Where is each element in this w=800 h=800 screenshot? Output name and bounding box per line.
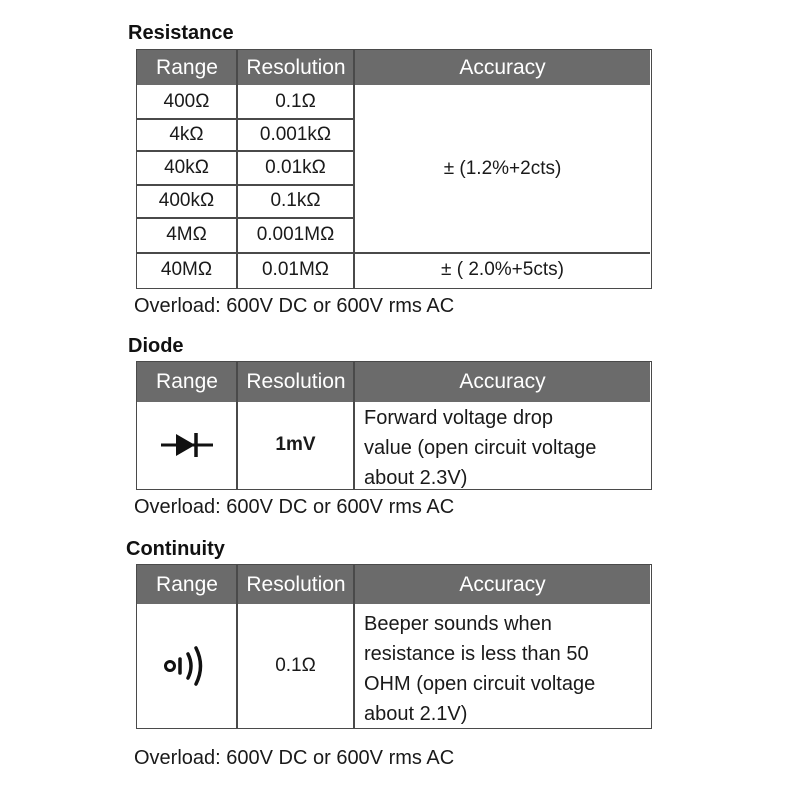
- table-row-range: 4kΩ: [169, 124, 204, 145]
- table-row-range: 4MΩ: [166, 224, 207, 245]
- table-row-resolution: 0.001kΩ: [259, 124, 332, 145]
- overload-note: Overload: 600V DC or 600V rms AC: [134, 747, 455, 769]
- table-row-range: 400kΩ: [158, 190, 215, 211]
- accuracy-line: about 2.3V): [364, 467, 468, 489]
- continuity-accuracy: [364, 609, 595, 729]
- header-resolution: Resolution: [238, 565, 354, 604]
- column-divider: [353, 362, 355, 489]
- header-accuracy: Accuracy: [355, 565, 650, 604]
- accuracy-line: Beeper sounds when: [364, 613, 552, 635]
- table-row-resolution: 0.1Ω: [275, 90, 316, 112]
- table-row-resolution: 0.1kΩ: [270, 190, 321, 211]
- table-row-range: 40kΩ: [164, 156, 209, 178]
- continuity-resolution: 0.1Ω: [275, 654, 316, 676]
- accuracy-line: about 2.1V): [364, 703, 468, 725]
- accuracy-line: OHM (open circuit voltage: [364, 673, 596, 695]
- continuity-table: [136, 564, 652, 729]
- continuity-beeper-icon: [137, 604, 236, 727]
- header-range: Range: [137, 565, 237, 604]
- accuracy-line: value (open circuit voltage: [364, 437, 597, 459]
- diode-table: [136, 361, 652, 490]
- table-row-resolution: 0.01MΩ: [261, 259, 329, 280]
- header-range: Range: [137, 50, 237, 85]
- diode-heading: Diode: [128, 335, 184, 357]
- diode-resolution: 1mV: [275, 434, 316, 455]
- overload-note: Overload: 600V DC or 600V rms AC: [134, 295, 455, 317]
- table-row-resolution: 0.01kΩ: [265, 156, 326, 178]
- resistance-table: [136, 49, 652, 289]
- header-range: Range: [137, 362, 237, 402]
- resistance-heading: Resistance: [128, 22, 234, 44]
- table-row-range: 40MΩ: [160, 259, 213, 280]
- table-row-resolution: 0.001MΩ: [256, 224, 335, 245]
- accuracy-value: ± ( 2.0%+5cts): [441, 259, 564, 280]
- accuracy-line: Forward voltage drop: [364, 407, 553, 429]
- diode-symbol-icon: [137, 402, 236, 488]
- table-row-range: 400Ω: [163, 90, 210, 112]
- overload-note: Overload: 600V DC or 600V rms AC: [134, 496, 455, 518]
- header-resolution: Resolution: [238, 362, 354, 402]
- header-resolution: Resolution: [238, 50, 354, 85]
- accuracy-line: resistance is less than 50: [364, 643, 589, 665]
- continuity-heading: Continuity: [126, 538, 225, 560]
- column-divider: [353, 565, 355, 728]
- accuracy-value: ± (1.2%+2cts): [443, 157, 562, 179]
- header-accuracy: Accuracy: [355, 362, 650, 402]
- header-accuracy: Accuracy: [355, 50, 650, 85]
- diode-accuracy: [364, 403, 596, 493]
